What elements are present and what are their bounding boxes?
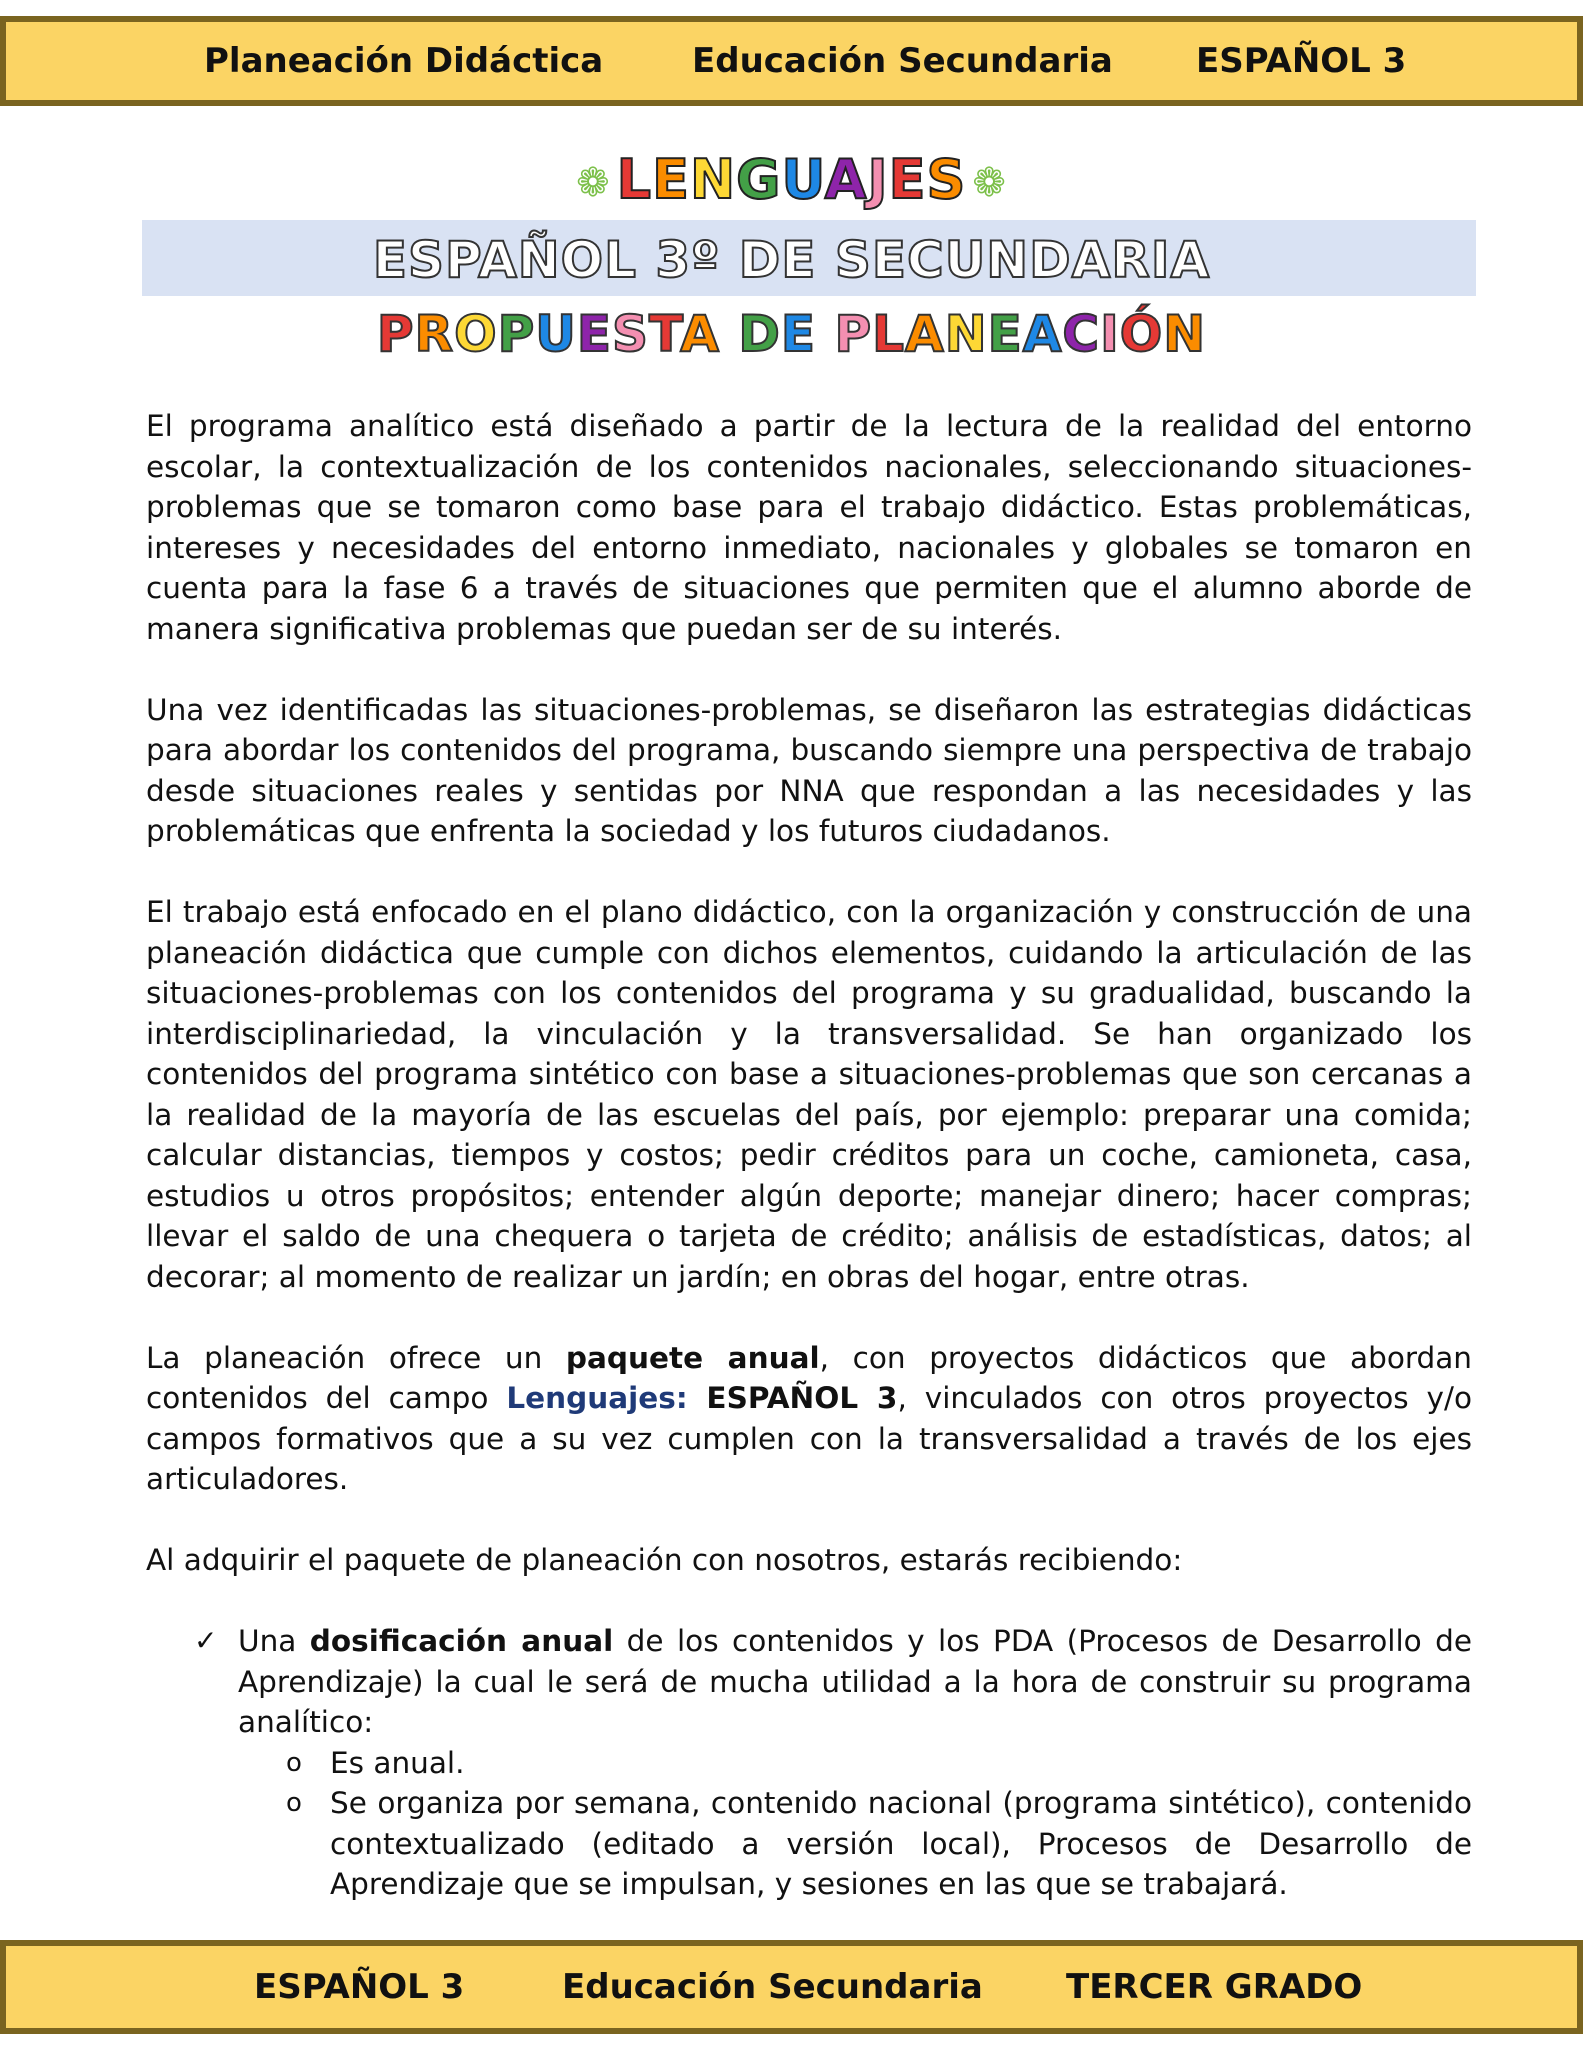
paragraph-5: Al adquirir el paquete de planeación con nosotros, estarás recibiendo: [146,1543,1183,1577]
document-body [146,406,1472,1905]
page-footer [0,1940,1583,2034]
subtitle: ESPAÑOL 3º DE SECUNDARIA [372,231,1211,289]
paragraph-2: Una vez identificadas las situaciones-problemas, se diseñaron las estrategias didácticas para abordar los contenidos del programa, buscando siempre una perspectiva de trabajo desde situaciones reales y sentidas por NNA que respondan a las necesidades y las problemáticas que enfrenta la sociedad y los futuros ciudadanos. [146,692,1472,848]
header-right: ESPAÑOL 3 [1196,41,1407,81]
flourish-right-icon: ❁ [972,160,1007,207]
footer-center: Educación Secundaria [562,1967,983,2007]
circle-bullet-icon: o [286,1747,302,1778]
page-header [0,16,1583,106]
paquete-anual-keyword: paquete anual [565,1340,820,1375]
lenguajes-title: LENGUAJES [616,148,967,211]
sub-list-item: o Se organiza por semana, contenido nacional (programa sintético), contenido contextualizado (editado a versión local), Procesos de Desarrollo de Aprendizaje que se impulsan, y sesiones en las que se trabajará. [146,1783,1472,1905]
checklist-item: ✓ Una dosificación anual de los contenidos y los PDA (Procesos de Desarrollo de Aprendizaje) la cual le será de mucha utilidad a la hora de construir su programa analítico: o Es anual. o Se organiza por semana, contenido nacional (programa sintético), contenido contextualizado (editado a versión local), Procesos de Desarrollo de Aprendizaje que se impulsan, y sesiones en las que se trabajará. [146,1621,1472,1905]
espanol-keyword: ESPAÑOL 3 [687,1381,898,1415]
header-left: Planeación Didáctica [204,41,604,81]
sub-list [146,1743,1472,1905]
flourish-left-icon: ❁ [576,160,611,207]
header-center: Educación Secundaria [692,41,1113,81]
footer-left: ESPAÑOL 3 [254,1967,465,2007]
paragraph-4: La planeación ofrece un paquete anual, con proyectos didácticos que abordan contenidos del campo Lenguajes: ESPAÑOL 3, vinculados con otros proyectos y/o campos formativos que a su vez cumplen con la transversalidad a través de los ejes articuladores. [146,1340,1473,1496]
circle-bullet-icon: o [286,1788,302,1818]
proposal-title: PROPUESTA DE PLANEACIÓN [376,305,1207,363]
footer-right: TERCER GRADO [1066,1967,1363,2007]
lenguajes-keyword: Lenguajes: [506,1381,688,1415]
campo-title [0,148,1583,214]
dosificacion-keyword: dosificación anual [309,1624,614,1658]
paragraph-1: El programa analítico está diseñado a partir de la lectura de la realidad del entorno escolar, la contextualización de los contenidos nacionales, seleccionando situaciones-problemas que se tomaron como base para el trabajo didáctico. Estas problemáticas, intereses y necesidades del entorno inmediato, nacionales y globales se tomaron en cuenta para la fase 6 a través de situaciones que permiten que el alumno aborde de manera significativa problemas que puedan ser de su interés. [146,409,1472,646]
sub-list-item: o Es anual. [146,1743,1472,1784]
benefits-checklist [146,1621,1472,1905]
check-icon: ✓ [194,1624,218,1657]
paragraph-3: El trabajo está enfocado en el plano didáctico, con la organización y construcción de una planeación didáctica que cumple con dichos elementos, cuidando la articulación de las situaciones-problemas con los contenidos del programa y su gradualidad, buscando la interdisciplinariedad, la vinculación y la transversalidad. Se han organizado los contenidos del programa sintético con base a situaciones-problemas que son cercanas a la realidad de la mayoría de las escuelas del país, por ejemplo: preparar una comida; calcular distancias, tiempos y costos; pedir créditos para un coche, camioneta, casa, estudios u otros propósitos; entender algún deporte; manejar dinero; hacer compras; llevar el saldo de una chequera o tarjeta de crédito; análisis de estadísticas, datos; al decorar; al momento de realizar un jardín; en obras del hogar, entre otras. [146,895,1472,1294]
